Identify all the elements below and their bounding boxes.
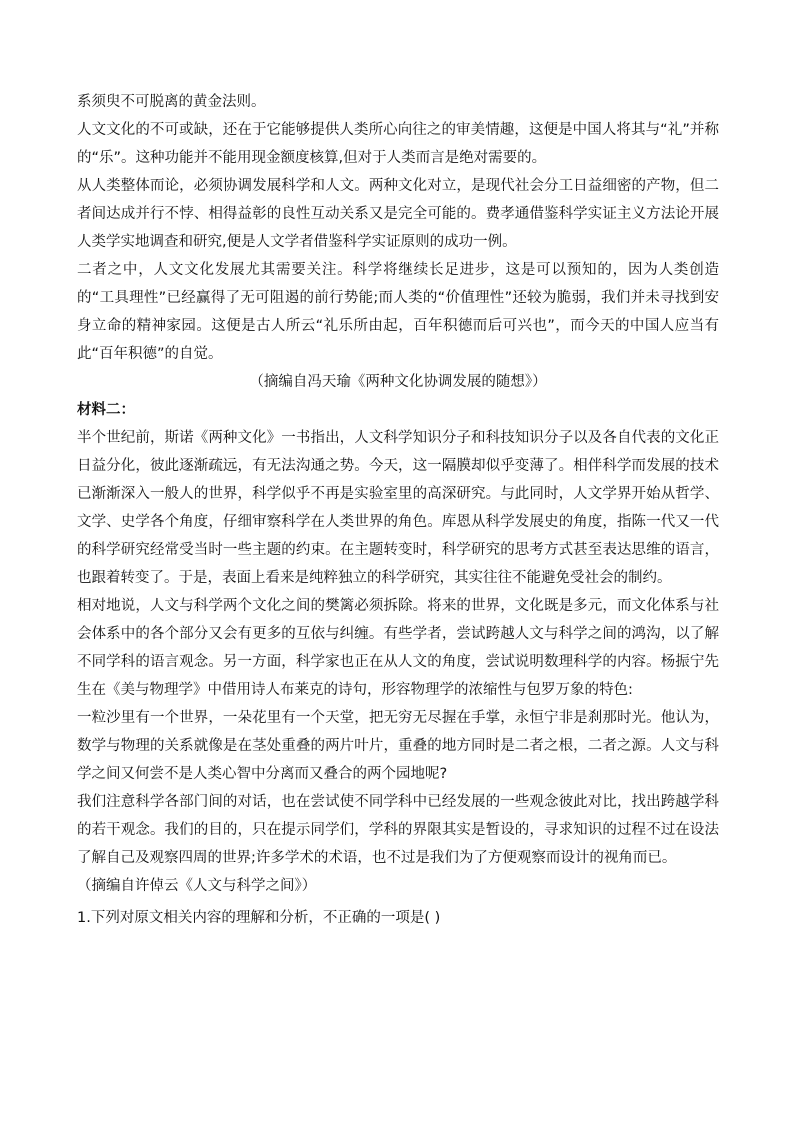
paragraph-7: 一粒沙里有一个世界，一朵花里有一个天堂，把无穷无尽握在手掌，永恒宁非是刹那时光。他认为，数学与物理的关系就像是在茎处重叠的两片叶片，重叠的地方同时是二者之根，二者之源。人文与科学之间又何尝不是人类心智中分离而又叠合的两个园地呢?: [77, 710, 719, 782]
question-1: 1.下列对原文相关内容的理解和分析，不正确的一项是( ): [77, 910, 441, 926]
paragraph-3: 从人类整体而论，必须协调发展科学和人文。两种文化对立，是现代社会分工日益细密的产物，但二者间达成并行不悖、相得益彰的良性互动关系又是完全可能的。费孝通借鉴科学实证主义方法论开展人类学实地调查和研究,便是人文学者借鉴科学实证原则的成功一例。: [77, 178, 719, 250]
document-page: [77, 88, 719, 932]
source-citation-2: （摘编自许倬云《人文与科学之间》）: [77, 878, 317, 894]
paragraph-1: 系须臾不可脱离的黄金法则。: [77, 94, 266, 110]
paragraph-2: 人文文化的不可或缺，还在于它能够提供人类所心向往之的审美情趣，这便是中国人将其与“礼”并称的“乐”。这种功能并不能用现金额度核算,但对于人类而言是绝对需要的。: [77, 122, 719, 166]
source-citation-1: （摘编自冯天瑜《两种文化协调发展的随想》）: [249, 374, 547, 390]
material-2-heading: 材料二：: [77, 402, 135, 418]
paragraph-6: 相对地说，人文与科学两个文化之间的樊篱必须拆除。将来的世界，文化既是多元，而文化体系与社会体系中的各个部分又会有更多的互依与纠缠。有些学者，尝试跨越人文与科学之间的鸿沟，以了解不同学科的语言观念。另一方面，科学家也正在从人文的角度，尝试说明数理科学的内容。杨振宁先生在《美与物理学》中借用诗人布莱克的诗句，形容物理学的浓缩性与包罗万象的特色:: [77, 598, 719, 698]
paragraph-8: 我们注意科学各部门间的对话，也在尝试使不同学科中已经发展的一些观念彼此对比，找出跨越学科的若干观念。我们的目的，只在提示同学们，学科的界限其实是暂设的，寻求知识的过程不过在设法了解自己及观察四周的世界;许多学术的术语，也不过是我们为了方便观察而设计的视角而已。: [77, 794, 719, 866]
paragraph-5: 半个世纪前，斯诺《两种文化》一书指出，人文科学知识分子和科技知识分子以及各自代表的文化正日益分化，彼此逐渐疏远，有无法沟通之势。今天，这一隔膜却似乎变薄了。相伴科学而发展的技术已渐渐深入一般人的世界，科学似乎不再是实验室里的高深研究。与此同时，人文学界开始从哲学、文学、史学各个角度，仔细审察科学在人类世界的角色。库恩从科学发展史的角度，指陈一代又一代的科学研究经常受当时一些主题的约束。在主题转变时，科学研究的思考方式甚至表达思维的语言，也跟着转变了。于是，表面上看来是纯粹独立的科学研究，其实往往不能避免受社会的制约。: [77, 430, 719, 586]
paragraph-4: 二者之中，人文文化发展尤其需要关注。科学将继续长足进步，这是可以预知的，因为人类创造的“工具理性”已经赢得了无可阻遏的前行势能;而人类的“价值理性”还较为脆弱，我们并未寻找到安身立命的精神家园。这便是古人所云“礼乐所由起，百年积德而后可兴也”，而今天的中国人应当有此“百年积德”的自觉。: [77, 262, 719, 362]
